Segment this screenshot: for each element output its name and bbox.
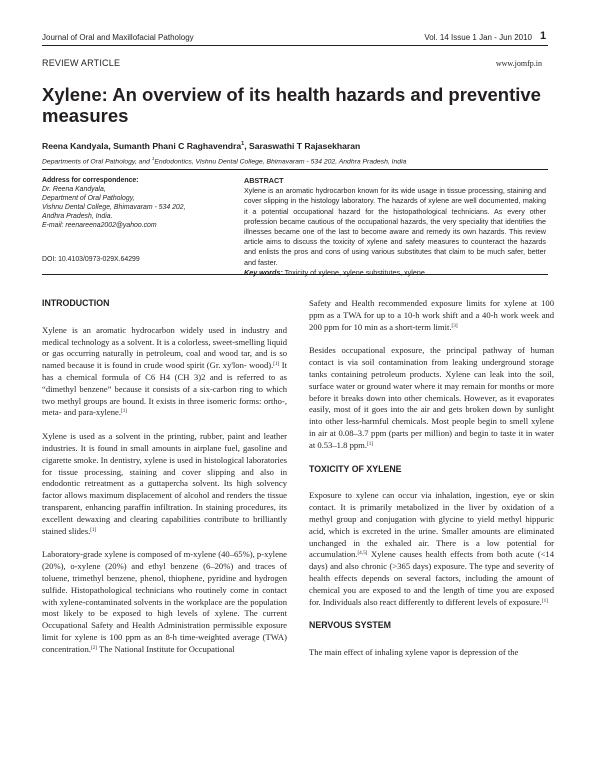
author-names-continued: , Saraswathi T Rajasekharan bbox=[244, 141, 361, 151]
paragraph: The main effect of inhaling xylene vapor is depression of the bbox=[309, 647, 519, 658]
citation[interactable]: [3] bbox=[451, 322, 458, 329]
citation[interactable]: [1] bbox=[273, 361, 280, 368]
article-type: REVIEW ARTICLE bbox=[42, 58, 121, 68]
keywords-label: Key words: bbox=[244, 267, 283, 277]
paragraph: Besides occupational exposure, the principal pathway of human contact is via soil contamination from leaking underground storage tanks containing petroleum products. Xylene can leak into the soil, surface water or ground water where it may remain for months or more before it breaks down into other chemicals. However, as it evaporates easily, most of it goes into the air and gets broken down by sunlight into other less-harmful chemicals. Most people begin to smell xylene in air at 0.08–3.7 ppm (parts per million) and begin to taste it in water at 0.53–1.8 ppm.[1] bbox=[309, 345, 554, 450]
abstract-block bbox=[244, 176, 546, 278]
citation[interactable]: [1] bbox=[367, 440, 374, 447]
keywords-text: Toxicity of xylene, xylene substitutes, xylene bbox=[282, 267, 425, 277]
paragraph: Xylene is used as a solvent in the printing, rubber, paint and leather industries. It is found in small amounts in airplane fuel, gasoline and cigarette smoke. In dentistry, xylene is used in histological laboratories for tissue processing, staining and cover slipping and also in endodontic retreatment as a guttapercha solvent. Its high solvency factor allows maximum displacement of alcohol and renders the tissue transparent, enhancing paraffin infiltration. In staining procedures, its excellent dewaxing and clearing capabilities contribute to brilliantly stained slides.[1] bbox=[42, 431, 287, 536]
section-heading-toxicity: TOXICITY OF XYLENE bbox=[309, 463, 402, 474]
correspondence-line: Andhra Pradesh, India. bbox=[42, 213, 113, 220]
abstract-heading: ABSTRACT bbox=[244, 176, 284, 185]
header-divider bbox=[42, 45, 548, 46]
affiliation-superscript: 1 bbox=[151, 156, 155, 161]
keywords bbox=[244, 268, 546, 278]
metadata-divider bbox=[42, 169, 548, 170]
citation[interactable]: [2] bbox=[90, 644, 97, 651]
section-heading-introduction: INTRODUCTION bbox=[42, 298, 110, 308]
abstract-divider bbox=[42, 274, 548, 275]
affiliations bbox=[42, 156, 552, 165]
correspondence-line: Vishnu Dental College, Bhimavaram - 534 202, bbox=[42, 204, 186, 211]
journal-website[interactable]: www.jomfp.in bbox=[495, 59, 542, 68]
correspondence-block bbox=[42, 176, 242, 230]
author-superscript: 1 bbox=[241, 141, 245, 148]
paragraph: Xylene is an aromatic hydrocarbon widely used in industry and medical technology as a solvent. It is a colorless, sweet-smelling liquid or gas occurring naturally in petroleum, coal and wood tar, and is so named because it is found in crude wood spirit (Gr. xy'lon- wood).[1] It has a chemical formula of C6 H4 (CH 3)2 and is referred to as “dimethyl benzene” because it consists of a six-carbon ring to which two methyl groups are bound. It exists in three isomeric forms: ortho-, meta- and para-xylene.[1] bbox=[42, 324, 287, 418]
section-heading-nervous-system: NERVOUS SYSTEM bbox=[309, 620, 391, 631]
abstract-text: Xylene is an aromatic hydrocarbon known for its wide usage in tissue processing, staining and cover slipping in the histology laboratory. The hazards of xylene are well documented, making it a potential occupational hazard for the histopathological technicians. As every other profession became cautious of the occupational hazards, the very speciality that identifies the illnesses became one of the last to become aware and remedy its own hazards. This review article aims to discuss the toxicity of xylene and safety measures to counteract the hazards and enlists the pros and cons of using various substitutes that claim to be much safer, better and faster. bbox=[244, 186, 546, 267]
right-column bbox=[309, 298, 554, 671]
article-title: Xylene: An overview of its health hazards and preventive measures bbox=[42, 84, 541, 126]
left-column bbox=[42, 298, 287, 668]
correspondence-heading: Address for correspondence: bbox=[42, 177, 139, 184]
paragraph: Exposure to xylene can occur via inhalation, ingestion, eye or skin contact. It is primarily metabolized in the liver by oxidation of a methyl group and conjugation with glycine to yield methyl hippuric acid, which is excreted in the urine. Smaller amounts are eliminated unchanged in the exhaled air. There is a low potential for accumulation.[4,5] Xylene causes health effects from both acute (<14 days) and also chronic (>365 days) exposure. The type and severity of health effects depends on several factors, including the amount of chemical you are exposed to and the length of time you are exposed for. Individuals also react differently to different levels of exposure.[1] bbox=[309, 490, 554, 607]
correspondence-line: Dr. Reena Kandyala, bbox=[42, 186, 106, 193]
author-list bbox=[42, 141, 552, 151]
correspondence-line: Department of Oral Pathology, bbox=[42, 195, 135, 202]
citation[interactable]: [1] bbox=[120, 408, 128, 415]
paragraph: Laboratory-grade xylene is composed of m-xylene (40–65%), p-xylene (20%), o-xylene (20%) and ethyl benzene (6–20%) and traces of toluene, trimethyl benzene, phenol, thiophene, pyridine and hydrogen sulfide. Histopathological technicians who routinely come in contact with xylene-contaminated solvents in the workplace are the population most likely to be exposed to high levels of xylene. The current Occupational Safety and Health Administration permissible exposure limit for xylene is 100 ppm as an 8-h time-weighted average (TWA) concentration.[2] The National Institute for Occupational bbox=[42, 549, 287, 654]
correspondence-email[interactable]: E-mail: reenareena2002@yahoo.com bbox=[42, 222, 157, 229]
journal-name: Journal of Oral and Maxillofacial Pathology bbox=[42, 33, 194, 42]
author-names: Reena Kandyala, Sumanth Phani C Raghavendra bbox=[42, 141, 242, 151]
citation[interactable]: [1] bbox=[541, 597, 548, 604]
paragraph: Safety and Health recommended exposure limits for xylene at 100 ppm as a TWA for up to a 10-h work shift and a 40-h work week and 200 ppm for 10 min as a short-term limit.[3] bbox=[309, 298, 554, 332]
affiliation-text-continued: Endodontics, Vishnu Dental College, Bhimavaram - 534 202, Andhra Pradesh, India bbox=[154, 158, 407, 166]
doi[interactable]: DOI: 10.4103/0973-029X.64299 bbox=[42, 256, 140, 263]
affiliation-text: Departments of Oral Pathology, and bbox=[42, 158, 150, 166]
citation[interactable]: [4,5] bbox=[357, 550, 368, 557]
page-number: 1 bbox=[540, 30, 547, 42]
citation[interactable]: [1] bbox=[90, 526, 97, 533]
issue-info: Vol. 14 Issue 1 Jan - Jun 2010 bbox=[424, 33, 532, 42]
